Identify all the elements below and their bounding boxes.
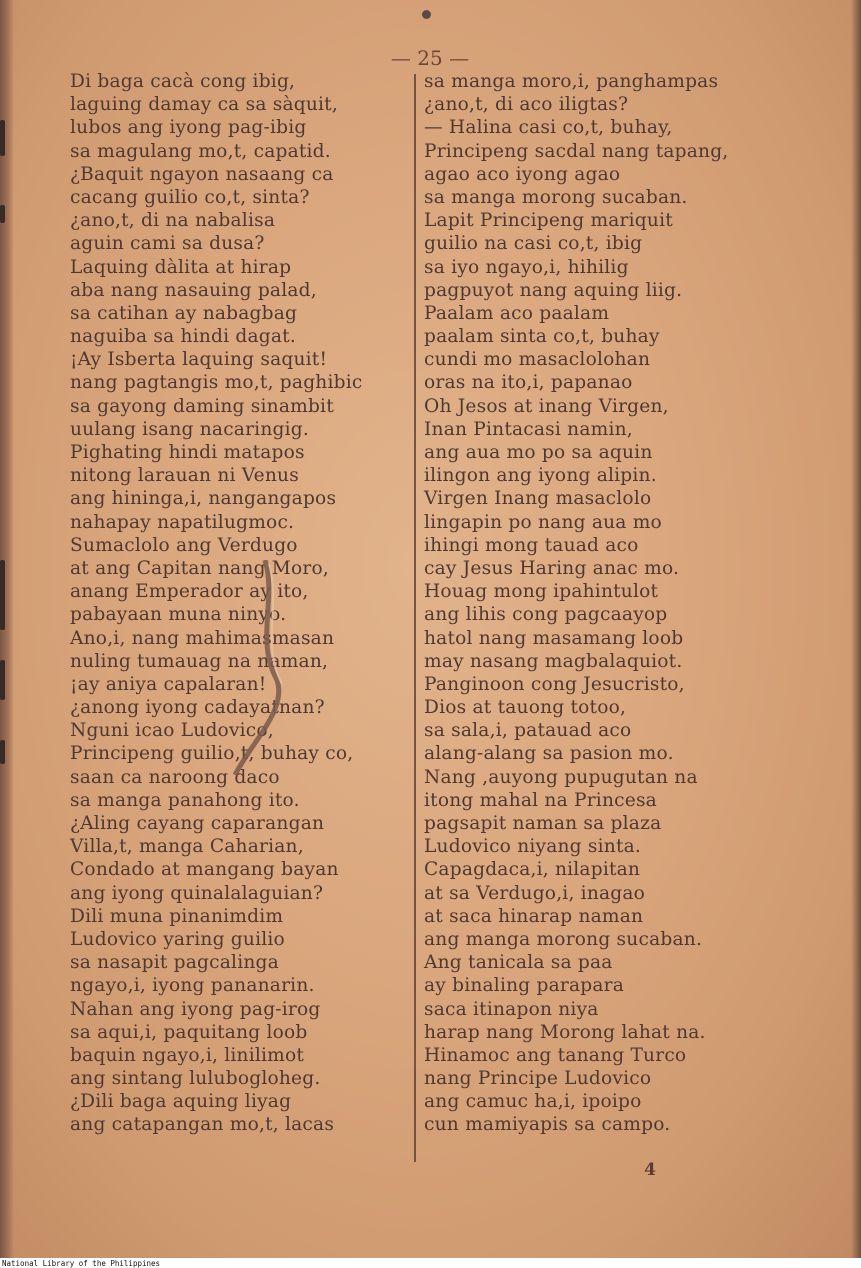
verse-line: ang aua mo po sa aquin [424, 442, 653, 463]
verse-line: Capagdaca,i, nilapitan [424, 859, 641, 881]
verse-line: Oh Jesos at inang Virgen, [424, 395, 669, 417]
verse-line: nang Principe Ludovico [424, 1068, 652, 1090]
verse-line: alang-alang sa pasion mo. [424, 743, 674, 765]
verse-line: Principeng guilio,t, buhay co, [70, 743, 354, 765]
verse-line: may nasang magbalaquiot. [424, 650, 683, 672]
verse-line: ang camuc ha,i, ipoipo [424, 1091, 642, 1113]
verse-line: Condado at mangang bayan [70, 859, 339, 881]
verse-line: Dios at tauong totoo, [424, 697, 627, 719]
verse-line: oras na ito,i, papanao [424, 372, 633, 394]
verse-line: ang sintang lulubogloheg. [70, 1068, 321, 1090]
verse-line: sa magulang mo,t, capatid. [70, 140, 331, 162]
verse-line: Nang ,auyong pupugutan na [424, 766, 698, 788]
verse-line: sa aqui,i, paquitang loob [70, 1021, 308, 1043]
verse-line: Hinamoc ang tanang Turco [424, 1044, 687, 1066]
verse-line: sa gayong daming sinambit [70, 395, 334, 417]
verse-line: Paalam aco paalam [424, 302, 610, 324]
verse-line: pagpuyot nang aquing liig. [424, 279, 683, 301]
verse-line: Dili muna pinanimdim [70, 905, 284, 927]
verse-line: ¡Ay Isberta laquing saquit! [70, 349, 328, 371]
verse-line: cay Jesus Haring anac mo. [424, 557, 680, 579]
verse-line: Nahan ang iyong pag-irog [70, 998, 321, 1020]
verse-line: sa manga morong sucaban. [424, 186, 688, 208]
verse-line: lubos ang iyong pag-ibig [70, 117, 307, 139]
verse-line: Houag mong ipahintulot [424, 581, 659, 603]
verse-line: ¿ano,t, di na nabalisa [70, 210, 276, 232]
verse-line: at ang Capitan nang Moro, [70, 557, 330, 579]
right-text-column [424, 70, 754, 1137]
verse-line: Inan Pintacasi namin, [424, 418, 633, 440]
verse-line: sa catihan ay nabagbag [70, 302, 298, 324]
verse-line: uulang isang nacaringig. [70, 418, 309, 440]
verse-line: agao aco iyong agao [424, 163, 621, 185]
verse-line: cun mamiyapis sa campo. [424, 1114, 671, 1136]
verse-line: ang manga morong sucaban. [424, 928, 703, 950]
verse-line: cundi mo masaclolohan [424, 349, 651, 371]
verse-line: nahapay napatilugmoc. [70, 511, 295, 533]
verse-line: laguing damay ca sa sàquit, [70, 94, 338, 116]
verse-line: at saca hinarap naman [424, 905, 644, 927]
verse-line: naguiba sa hindi dagat. [70, 326, 296, 348]
verse-line: at sa Verdugo,i, inagao [424, 882, 646, 904]
verse-line: Laquing dàlita at hirap [70, 256, 292, 278]
verse-line: Di baga cacà cong ibig, [70, 71, 296, 92]
verse-line: hatol nang masamang loob [424, 627, 684, 649]
verse-line: ay binaling parapara [424, 975, 625, 997]
verse-line: Ludovico yaring guilio [70, 928, 285, 950]
verse-line: itong mahal na Princesa [424, 789, 657, 811]
verse-line: ang iyong quinalalaguian? [70, 882, 324, 904]
verse-line: guilio na casi co,t, ibig [424, 233, 643, 255]
verse-line: ang lihis cong pagcaayop [424, 604, 668, 626]
verse-line: sa iyo ngayo,i, hihilig [424, 256, 629, 278]
page-edge-tear [0, 560, 5, 630]
verse-line: saca itinapon niya [424, 998, 599, 1020]
verse-line: Sumaclolo ang Verdugo [70, 534, 298, 556]
verse-line: nitong larauan ni Venus [70, 465, 299, 487]
verse-line: ¿Baquit ngayon nasaang ca [70, 163, 334, 185]
verse-line: cacang guilio co,t, sinta? [70, 186, 310, 208]
verse-line: ¿anong iyong cadayatnan? [70, 697, 325, 719]
verse-line: nang pagtangis mo,t, paghibic [70, 372, 363, 394]
library-credit: National Library of the Philippines [2, 1259, 161, 1268]
verse-line: sa manga panahong ito. [70, 789, 300, 811]
verse-line: Principeng sacdal nang tapang, [424, 140, 729, 162]
verse-line: ang hininga,i, nangangapos [70, 488, 337, 510]
verse-line: aguin cami sa dusa? [70, 233, 265, 255]
page-edge-tear [0, 660, 5, 700]
verse-line: aba nang nasauing palad, [70, 279, 317, 301]
page-number: — 25 — [390, 46, 470, 70]
signature-mark: 4 [644, 1160, 656, 1180]
verse-line: — Halina casi co,t, buhay, [424, 117, 673, 139]
verse-line: ilingon ang iyong alipin. [424, 465, 657, 487]
paper-crease-mark [225, 560, 305, 800]
verse-line: ngayo,i, iyong pananarin. [70, 975, 315, 997]
verse-line: pagsapit naman sa plaza [424, 813, 662, 834]
column-divider [414, 74, 416, 1162]
verse-line: ¿Aling cayang caparangan [70, 813, 325, 834]
verse-line: nuling tumauag na naman, [70, 650, 329, 672]
verse-line: Villa,t, manga Caharian, [70, 836, 304, 858]
verse-line: Panginoon cong Jesucristo, [424, 673, 685, 695]
verse-line: ¿ano,t, di aco iligtas? [424, 94, 629, 116]
verse-line: ¿Dili baga aquing liyag [70, 1091, 292, 1113]
verse-line: ¡ay aniya capalaran! [70, 673, 267, 695]
verse-line: Nguni icao Ludovico, [70, 720, 274, 742]
verse-line: pabayaan muna ninyo. [70, 604, 287, 626]
verse-line: Lapit Principeng mariquit [424, 210, 673, 232]
verse-line: Ludovico niyang sinta. [424, 836, 642, 858]
verse-line: paalam sinta co,t, buhay [424, 326, 660, 348]
verse-line: Ano,i, nang mahimasmasan [70, 627, 335, 649]
verse-line: Ang tanicala sa paa [424, 952, 613, 974]
verse-line: harap nang Morong lahat na. [424, 1021, 706, 1043]
verse-line: saan ca naroong daco [70, 766, 280, 788]
verse-line: anang Emperador ay ito, [70, 581, 309, 603]
verse-line: Virgen Inang masaclolo [424, 488, 652, 510]
verse-line: baquin ngayo,i, linilimot [70, 1044, 305, 1066]
page-edge-tear [0, 740, 5, 764]
verse-line: sa nasapit pagcalinga [70, 952, 279, 974]
verse-line: ang catapangan mo,t, lacas [70, 1114, 335, 1136]
page-edge-tear [0, 205, 5, 223]
verse-line: sa sala,i, patauad aco [424, 720, 632, 742]
verse-line: Pighating hindi matapos [70, 442, 305, 463]
page-edge-tear [0, 120, 5, 156]
verse-line: lingapin po nang aua mo [424, 511, 662, 533]
verse-line: sa manga moro,i, panghampas [424, 71, 719, 92]
binding-hole [422, 10, 431, 19]
verse-line: ihingi mong tauad aco [424, 534, 639, 556]
